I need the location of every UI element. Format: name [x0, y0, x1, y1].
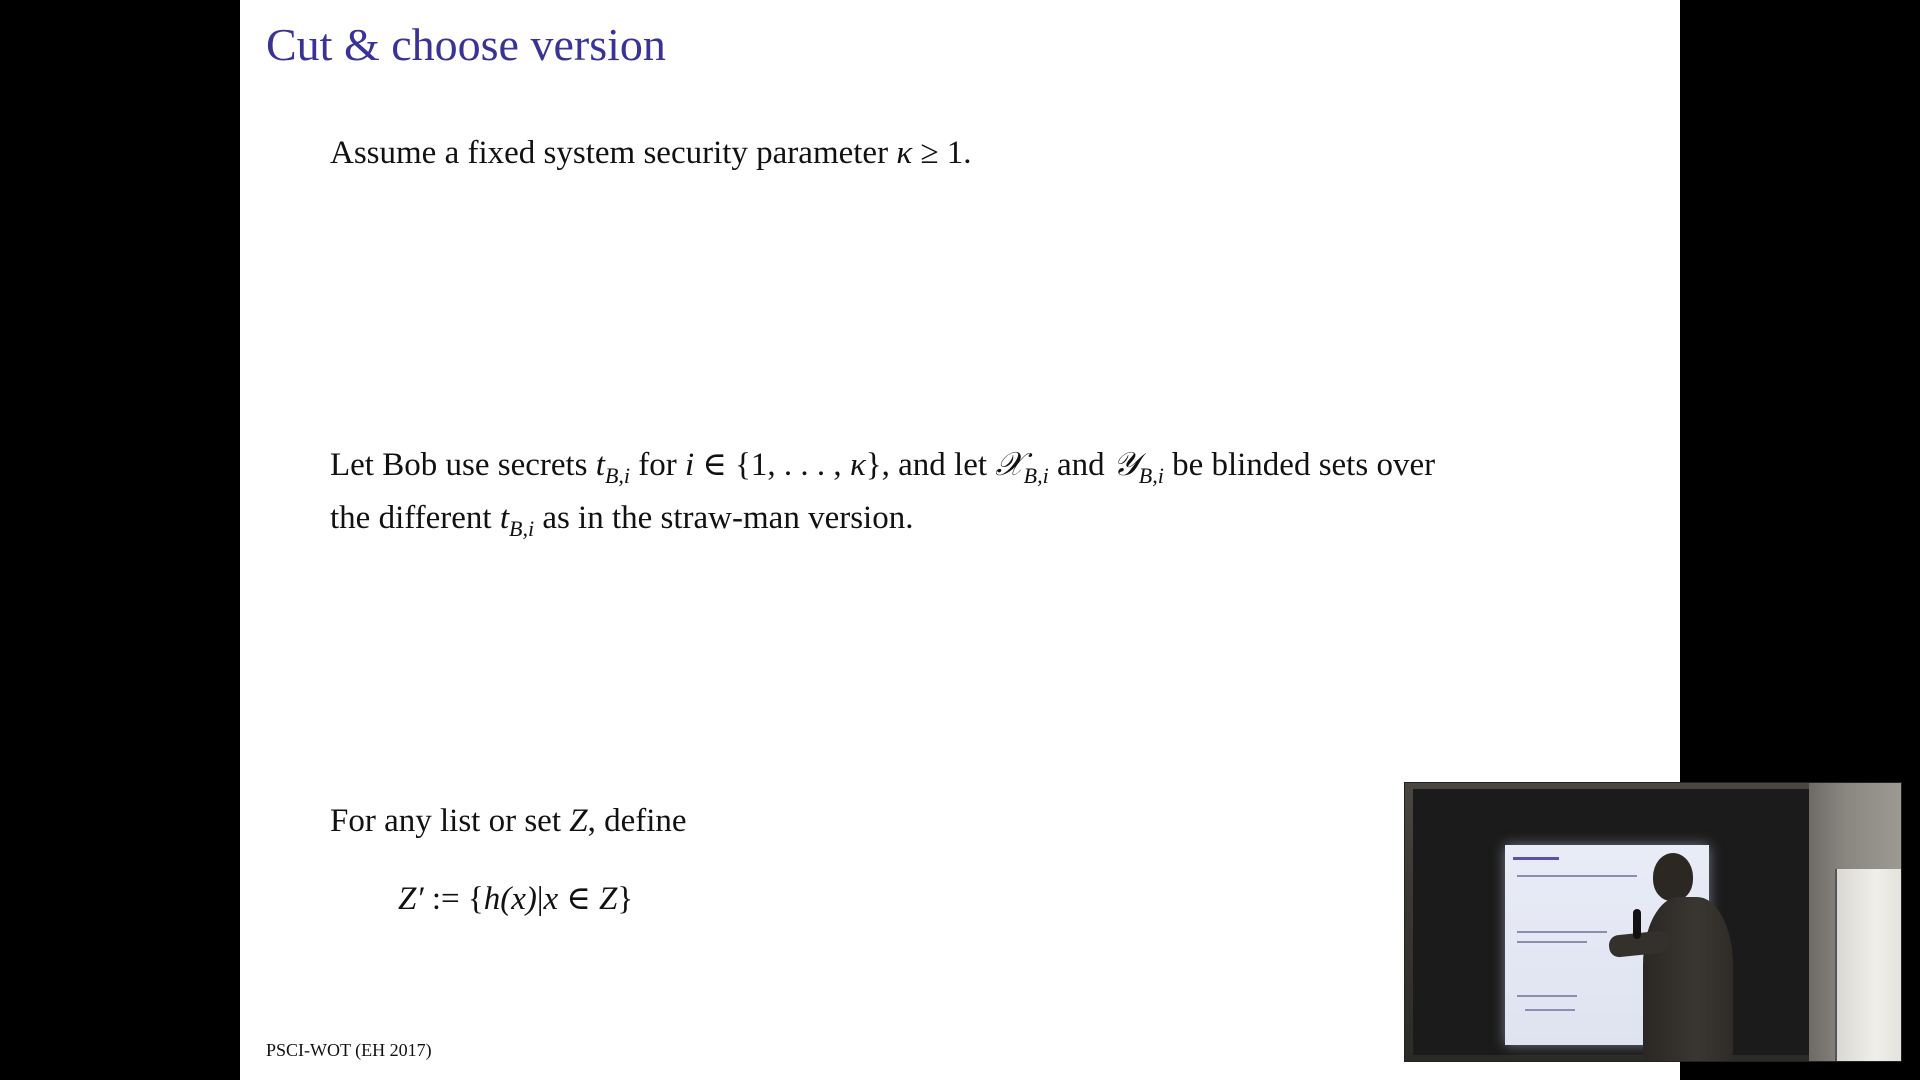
speaker-camera-overlay	[1404, 782, 1902, 1062]
projected-text-line	[1517, 931, 1607, 933]
projected-text-line	[1517, 875, 1637, 877]
speaker-silhouette	[1623, 853, 1753, 1061]
slide-footer: PSCI-WOT (EH 2017)	[266, 1040, 432, 1060]
paragraph-bob-secrets-line2: the different $t_{B,i}$ as in the straw-man version.	[330, 500, 914, 541]
paragraph-security-parameter: Assume a fixed system security parameter κ ≥ 1.	[330, 135, 972, 171]
paragraph-define-z: For any list or set Z, define	[330, 803, 687, 839]
speaker-body	[1643, 897, 1733, 1062]
paragraph-bob-secrets	[330, 444, 1435, 550]
paragraph-bob-secrets-line1: Let Bob use secrets $t_{B,i}$ for i ∈ {1, . . . , κ}, and let 𝒳$_{B,i}$ and 𝒴$_{B,i}$ be blinded sets over	[330, 447, 1436, 488]
microphone-icon	[1633, 909, 1641, 939]
formula-z-prime: Z′ := {h(x)|x ∈ Z}	[398, 881, 634, 917]
speaker-head	[1653, 853, 1693, 901]
slide-title: Cut & choose version	[266, 19, 666, 70]
projected-text-line	[1517, 941, 1587, 943]
projected-title-mark	[1513, 857, 1559, 860]
projected-text-line	[1517, 995, 1577, 997]
projected-text-line	[1525, 1009, 1575, 1011]
flipchart-easel	[1835, 869, 1902, 1061]
